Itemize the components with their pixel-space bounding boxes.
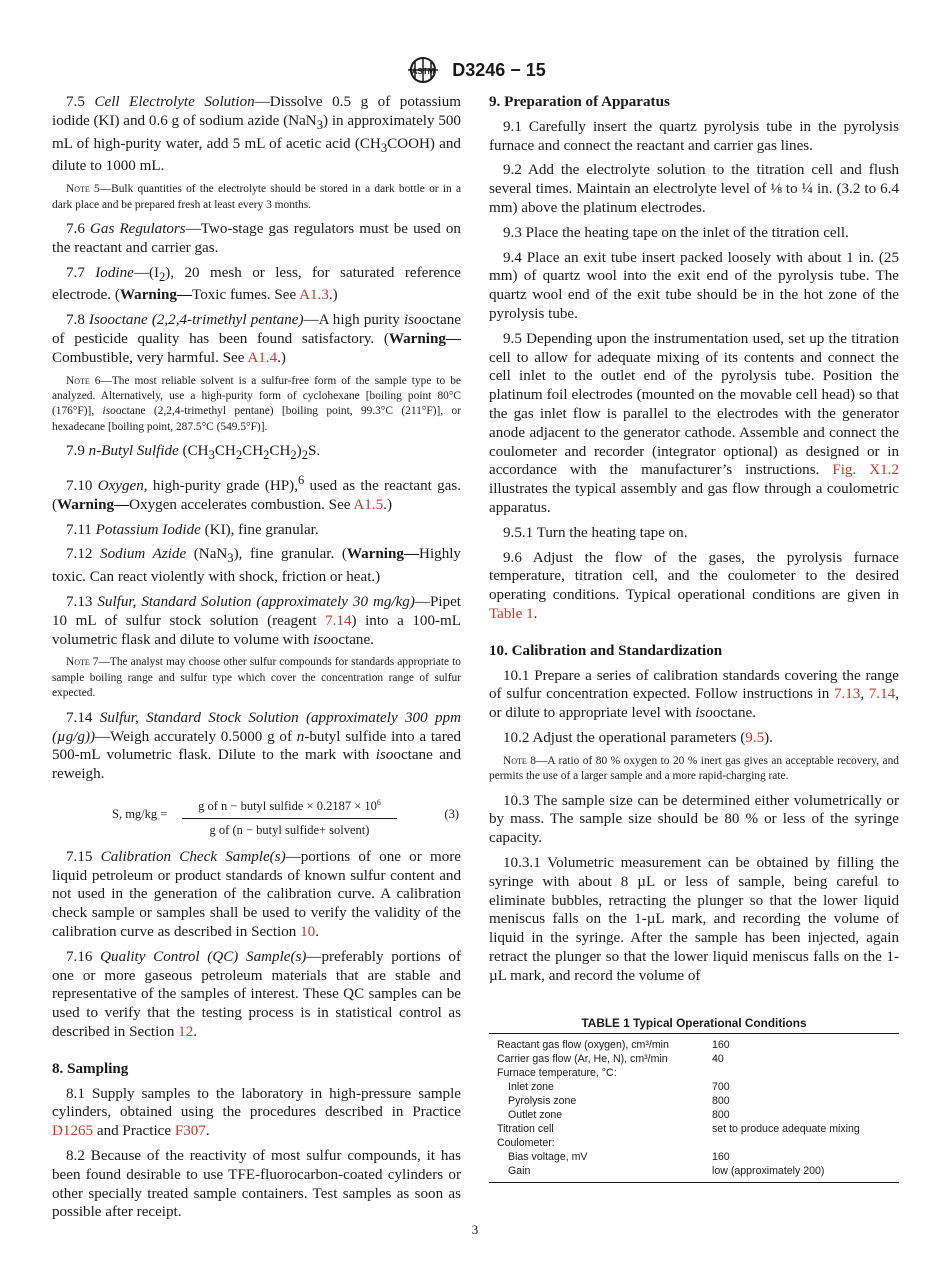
section-9-2: 9.2 Add the electrolyte solution to the titration cell and flush several times. Maintain an electrolyte level of ⅛ to ¼ in. (3.2 to 6.4 mm) above the platinum electrodes. bbox=[489, 162, 899, 216]
table-cell-label: Gain bbox=[508, 1165, 531, 1177]
link-7-14[interactable]: 7.14 bbox=[325, 612, 352, 629]
table-cell-value bbox=[704, 1136, 899, 1150]
section-7-6: 7.6 Gas Regulators—Two-stage gas regulators must be used on the reactant and carrier gas. bbox=[52, 221, 461, 256]
note-6: Note 6—The most reliable solvent is a sulfur-free form of the sample type to be analyzed. Alternatively, use a high-purity form of cyclohexane [boiling point 80°C (176°F)], isooctane (2,2,4-trimethyl pentane) [boiling point, 99.3°C (211°F)], or hexadecane [boiling point, 287.5°C (549.5°F)]. bbox=[52, 374, 461, 433]
table-cell-label: Furnace temperature, °C: bbox=[497, 1067, 617, 1079]
note-8: Note 8—A ratio of 80 % oxygen to 20 % inert gas gives an acceptable recovery, and permits the use of a larger sample and a more rapid-charging rate. bbox=[489, 754, 900, 783]
section-7-5: 7.5 Cell Electrolyte Solution—Dissolve 0.5 g of potassium iodide (KI) and 0.6 g of sodium azide (NaN$_3$) in approximately 500 mL of high-purity water, add 5 mL of acetic acid $(CH_3COOH)$ and dilute to 1000 mL. bbox=[52, 94, 462, 175]
page-number: 3 bbox=[471, 1222, 479, 1237]
table-cell-value: 800 bbox=[712, 1109, 730, 1121]
table-row bbox=[489, 1164, 899, 1183]
table-cell-label: Inlet zone bbox=[508, 1081, 554, 1093]
heading-sampling: 8. Sampling bbox=[52, 1060, 129, 1077]
link-a1-3[interactable]: A1.3 bbox=[299, 287, 329, 304]
link-7-13[interactable]: 7.13 bbox=[833, 686, 861, 703]
section-10-2: 10.2 Adjust the operational parameters (9.5). bbox=[503, 729, 773, 746]
section-8-2: 8.2 Because of the reactivity of most sulfur compounds, it has been found desirable to use TFE-fluorocarbon-coated cylinders or other specially treated sample containers. Test samples as soon as possible after receipt. bbox=[52, 1148, 461, 1221]
section-7-10: 7.10 Oxygen, high-purity grade (HP),$^6$ used as the reactant gas. (Warning—Oxygen accelerates combustion. See A1.5.) bbox=[52, 473, 461, 513]
note-7: Note 7—The analyst may choose other sulfur compounds for standards appropriate to sample boiling range and sulfur type which cover the concentration range of sulfur expected. bbox=[52, 656, 461, 700]
section-7-8: 7.8 Isooctane (2,2,4-trimethyl pentane)—A high purity isooctane of pesticide quality has been found satisfactory. (Warning—Combustible, very harmful. See A1.4.) bbox=[52, 312, 461, 366]
section-7-15: 7.15 Calibration Check Sample(s)—portions of one or more liquid petroleum or product standards of known sulfur content and not used in the generation of the calibration curve. A calibration check sample or samples shall be used to verify the validity of the calibration curve as described in Section 10. bbox=[52, 848, 461, 941]
section-9-3: 9.3 Place the heating tape on the inlet of the titration cell. bbox=[503, 224, 849, 241]
link-7-14-b[interactable]: 7.14 bbox=[868, 686, 896, 703]
section-7-14: 7.14 Sulfur, Standard Stock Solution (approximately 300 ppm (µg/g))—Weigh accurately 0.5000 g of n-butyl sulfide into a tared 500-mL volumetric flask. Dilute to the mark with isooctane and reweigh. bbox=[52, 709, 461, 783]
link-9-5[interactable]: 9.5 bbox=[745, 729, 765, 746]
table-row bbox=[489, 1052, 899, 1066]
section-10-1: 10.1 Prepare a series of calibration standards covering the range of sulfur concentration expected. Follow instructions in 7.13, 7.14, or dilute to appropriate level with isooctane. bbox=[489, 667, 899, 722]
svg-text:ASTM: ASTM bbox=[411, 67, 435, 76]
table-cell-label: Coulometer: bbox=[497, 1137, 555, 1149]
table-row bbox=[489, 1108, 899, 1122]
section-7-13: 7.13 Sulfur, Standard Solution (approximately 30 mg/kg)—Pipet 10 mL of sulfur stock solution (reagent 7.14) into a 100-mL volumetric flask and dilute to volume with isooctane. bbox=[52, 594, 462, 648]
heading-calibration: 10. Calibration and Standardization bbox=[489, 642, 723, 659]
link-section-12[interactable]: 12 bbox=[178, 1024, 194, 1041]
table-cell-value: 800 bbox=[712, 1095, 730, 1107]
section-9-5: 9.5 Depending upon the instrumentation used, set up the titration cell to allow for adequate mixing of its contents and connect the cell inlet to the outlet end of the pyrolysis tube. Position the platinum foil electrodes (mounted on the movable cell head) so that the gas inlet flow is parallel to the electrodes with the generator anode adjacent to the generator cathode. Assemble and connect the coulometer and recorder (integrator optional) as designed or in accordance with the manufacturer’s instructions. Fig. X1.2 illustrates the typical assembly and gas flow through a coulometric apparatus. bbox=[489, 330, 900, 516]
link-fig-x1-2[interactable]: Fig. X1.2 bbox=[832, 462, 900, 479]
table-cell-value: low (approximately 200) bbox=[712, 1165, 825, 1177]
section-7-9: 7.9 n-Butyl Sulfide $(CH_3CH_2CH_2CH_2)_2S$. bbox=[66, 443, 321, 463]
table-cell-value: 160 bbox=[712, 1151, 730, 1163]
table-cell-label: Outlet zone bbox=[508, 1109, 563, 1121]
section-10-3-1: 10.3.1 Volumetric measurement can be obtained by filling the syringe with about 8 µL or less of sample, being careful to eliminate bubbles, retracting the plunger so that the lower liquid meniscus falls on the 1-µL mark, and recording the volume of liquid in the syringe. After the sample has been injected, again retract the plunger so that the lower liquid meniscus falls on the 1-µL mark, and record the volume of bbox=[489, 854, 899, 984]
table-cell-value: 700 bbox=[712, 1081, 730, 1093]
table-cell-label: Bias voltage, mV bbox=[508, 1151, 588, 1163]
link-f307[interactable]: F307 bbox=[174, 1123, 206, 1140]
table-row bbox=[489, 1122, 899, 1136]
note-5: Note 5—Bulk quantities of the electrolyte should be stored in a dark bottle or in a dark place and be prepared fresh at least every 3 months. bbox=[52, 183, 461, 211]
link-table-1[interactable]: Table 1 bbox=[489, 605, 534, 622]
table-cell-label: Pyrolysis zone bbox=[508, 1095, 577, 1107]
operational-conditions-table bbox=[489, 1033, 899, 1183]
table-1 bbox=[489, 1016, 899, 1183]
section-9-1: 9.1 Carefully insert the quartz pyrolysis tube in the pyrolysis furnace and connect the reactant and carrier gas lines. bbox=[489, 118, 899, 154]
section-7-16: 7.16 Quality Control (QC) Sample(s)—preferably portions of one or more gaseous petroleum materials that are stable and representative of the samples of interest. These QC samples can be used to verify that the testing process is in statistical control as described in Section 12. bbox=[52, 948, 462, 1041]
section-7-12: 7.12 Sodium Azide (NaN$_3$), fine granular. (Warning—Highly toxic. Can react violently with shock, friction or heat.) bbox=[52, 546, 461, 586]
table-cell-value: 40 bbox=[712, 1053, 724, 1065]
right-column bbox=[489, 93, 899, 991]
table-cell-label: Titration cell bbox=[497, 1123, 554, 1135]
section-9-6: 9.6 Adjust the flow of the gases, the pyrolysis furnace temperature, titration cell, and the coulometer to the desired operating conditions. Typical operational conditions are given in Table 1. bbox=[489, 549, 899, 622]
section-7-7: 7.7 $Iodine—(I_2)$, 20 mesh or less, for saturated reference electrode. (Warning—Toxic fumes. See A1.3.) bbox=[52, 264, 462, 304]
section-9-5-1: 9.5.1 Turn the heating tape on. bbox=[503, 524, 688, 541]
table-cell-label: Carrier gas flow (Ar, He, N), cm³/min bbox=[497, 1053, 668, 1065]
astm-logo-icon bbox=[404, 56, 442, 84]
table-cell-value: set to produce adequate mixing bbox=[712, 1123, 860, 1135]
link-d1265[interactable]: D1265 bbox=[52, 1123, 94, 1140]
section-10-3: 10.3 The sample size can be determined either volumetrically or by mass. The sample size should be 80 % or less of the syringe capacity. bbox=[489, 792, 899, 847]
table-row bbox=[489, 1066, 899, 1080]
section-8-1: 8.1 Supply samples to the laboratory in high-pressure sample cylinders, obtained using the procedures described in Practice D1265 and Practice F307. bbox=[52, 1085, 461, 1140]
link-a1-4[interactable]: A1.4 bbox=[247, 349, 278, 366]
section-7-11: 7.11 Potassium Iodide (KI), fine granular. bbox=[66, 521, 319, 538]
page-header bbox=[0, 56, 950, 84]
table-row bbox=[489, 1080, 899, 1094]
table-row bbox=[489, 1136, 899, 1150]
table-row bbox=[489, 1094, 899, 1108]
link-a1-5[interactable]: A1.5 bbox=[353, 496, 384, 513]
left-column bbox=[52, 93, 461, 1228]
table-cell-label: Reactant gas flow (oxygen), cm³/min bbox=[497, 1039, 669, 1051]
heading-preparation: 9. Preparation of Apparatus bbox=[489, 94, 670, 110]
standard-designation: D3246 − 15 bbox=[452, 59, 546, 80]
table-row bbox=[489, 1034, 899, 1053]
section-9-4: 9.4 Place an exit tube insert packed loosely with about 1 in. (25 mm) of quartz wool into the exit end of the pyrolysis tube. The quartz wool end of the exit tube should be in the hot zone of the pyrolysis tube. bbox=[489, 249, 899, 322]
table-cell-value bbox=[704, 1066, 899, 1080]
table-caption: TABLE 1 Typical Operational Conditions bbox=[581, 1016, 807, 1030]
equation-3: S, mg/kg = g of n − butyl sulfide × $0.2187 \times 10^6$ g of (n − butyl sulfide+ solvent) (3) bbox=[52, 790, 461, 842]
link-section-10[interactable]: 10 bbox=[300, 924, 316, 941]
table-row bbox=[489, 1150, 899, 1164]
table-cell-value: 160 bbox=[712, 1039, 730, 1051]
